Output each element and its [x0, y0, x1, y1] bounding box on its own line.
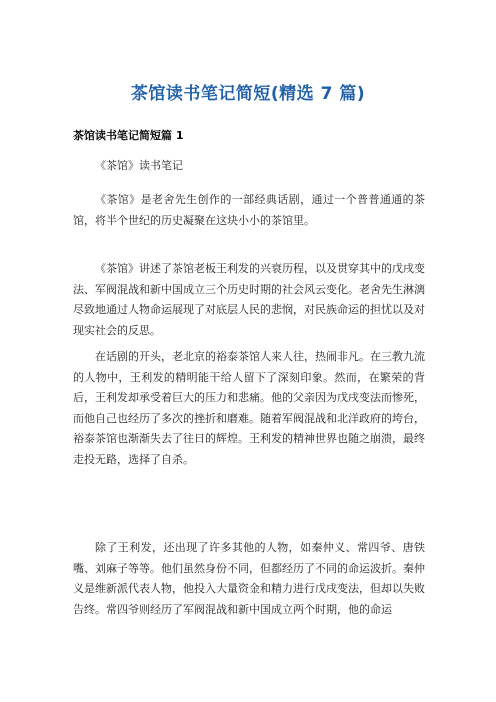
section-heading: 茶馆读书笔记简短篇 1 — [73, 129, 184, 142]
paragraph-4: 在话剧的开头，老北京的裕泰茶馆人来人往，热闹非凡。在三教九流的人物中，王利发的精明能干给人留下了深刻印象。然而，在繁荣的背后，王利发却承受着巨大的压力和悲痛。他的父亲因为戊戌变法而惨死，而他自己也经历了多次的挫折和磨难。随着军阀混战和北洋政府的垮台，裕泰茶馆也渐渐失去了往日的辉煌。王利发的精神世界也随之崩溃，最终走投无路，选择了自杀。 — [73, 350, 425, 466]
paragraph-5: 除了王利发，还出现了许多其他的人物，如秦仲义、常四爷、唐铁嘴、刘麻子等等。他们虽然身份不同，但都经历了不同的命运波折。秦仲义是维新派代表人物，他投入大量资金和精力进行戊戌变法，但却以失败告终。常四爷则经历了军阀混战和新中国成立两个时期，他的命运 — [73, 541, 425, 616]
paragraph-3: 《茶馆》讲述了茶馆老板王利发的兴衰历程，以及贯穿其中的戊戌变法、军阀混战和新中国成立三个历史时期的社会风云变化。老舍先生淋漓尽致地通过人物命运展现了对底层人民的悲悯，对民族命运的担忧以及对现实社会的反思。 — [73, 262, 425, 337]
document-title: 茶馆读书笔记简短(精选 7 篇) — [130, 84, 366, 104]
paragraph-2: 《茶馆》是老舍先生创作的一部经典话剧，通过一个普普通通的茶馆，将半个世纪的历史凝聚在这块小小的茶馆里。 — [73, 193, 425, 227]
paragraph-1: 《茶馆》读书笔记 — [95, 159, 183, 172]
